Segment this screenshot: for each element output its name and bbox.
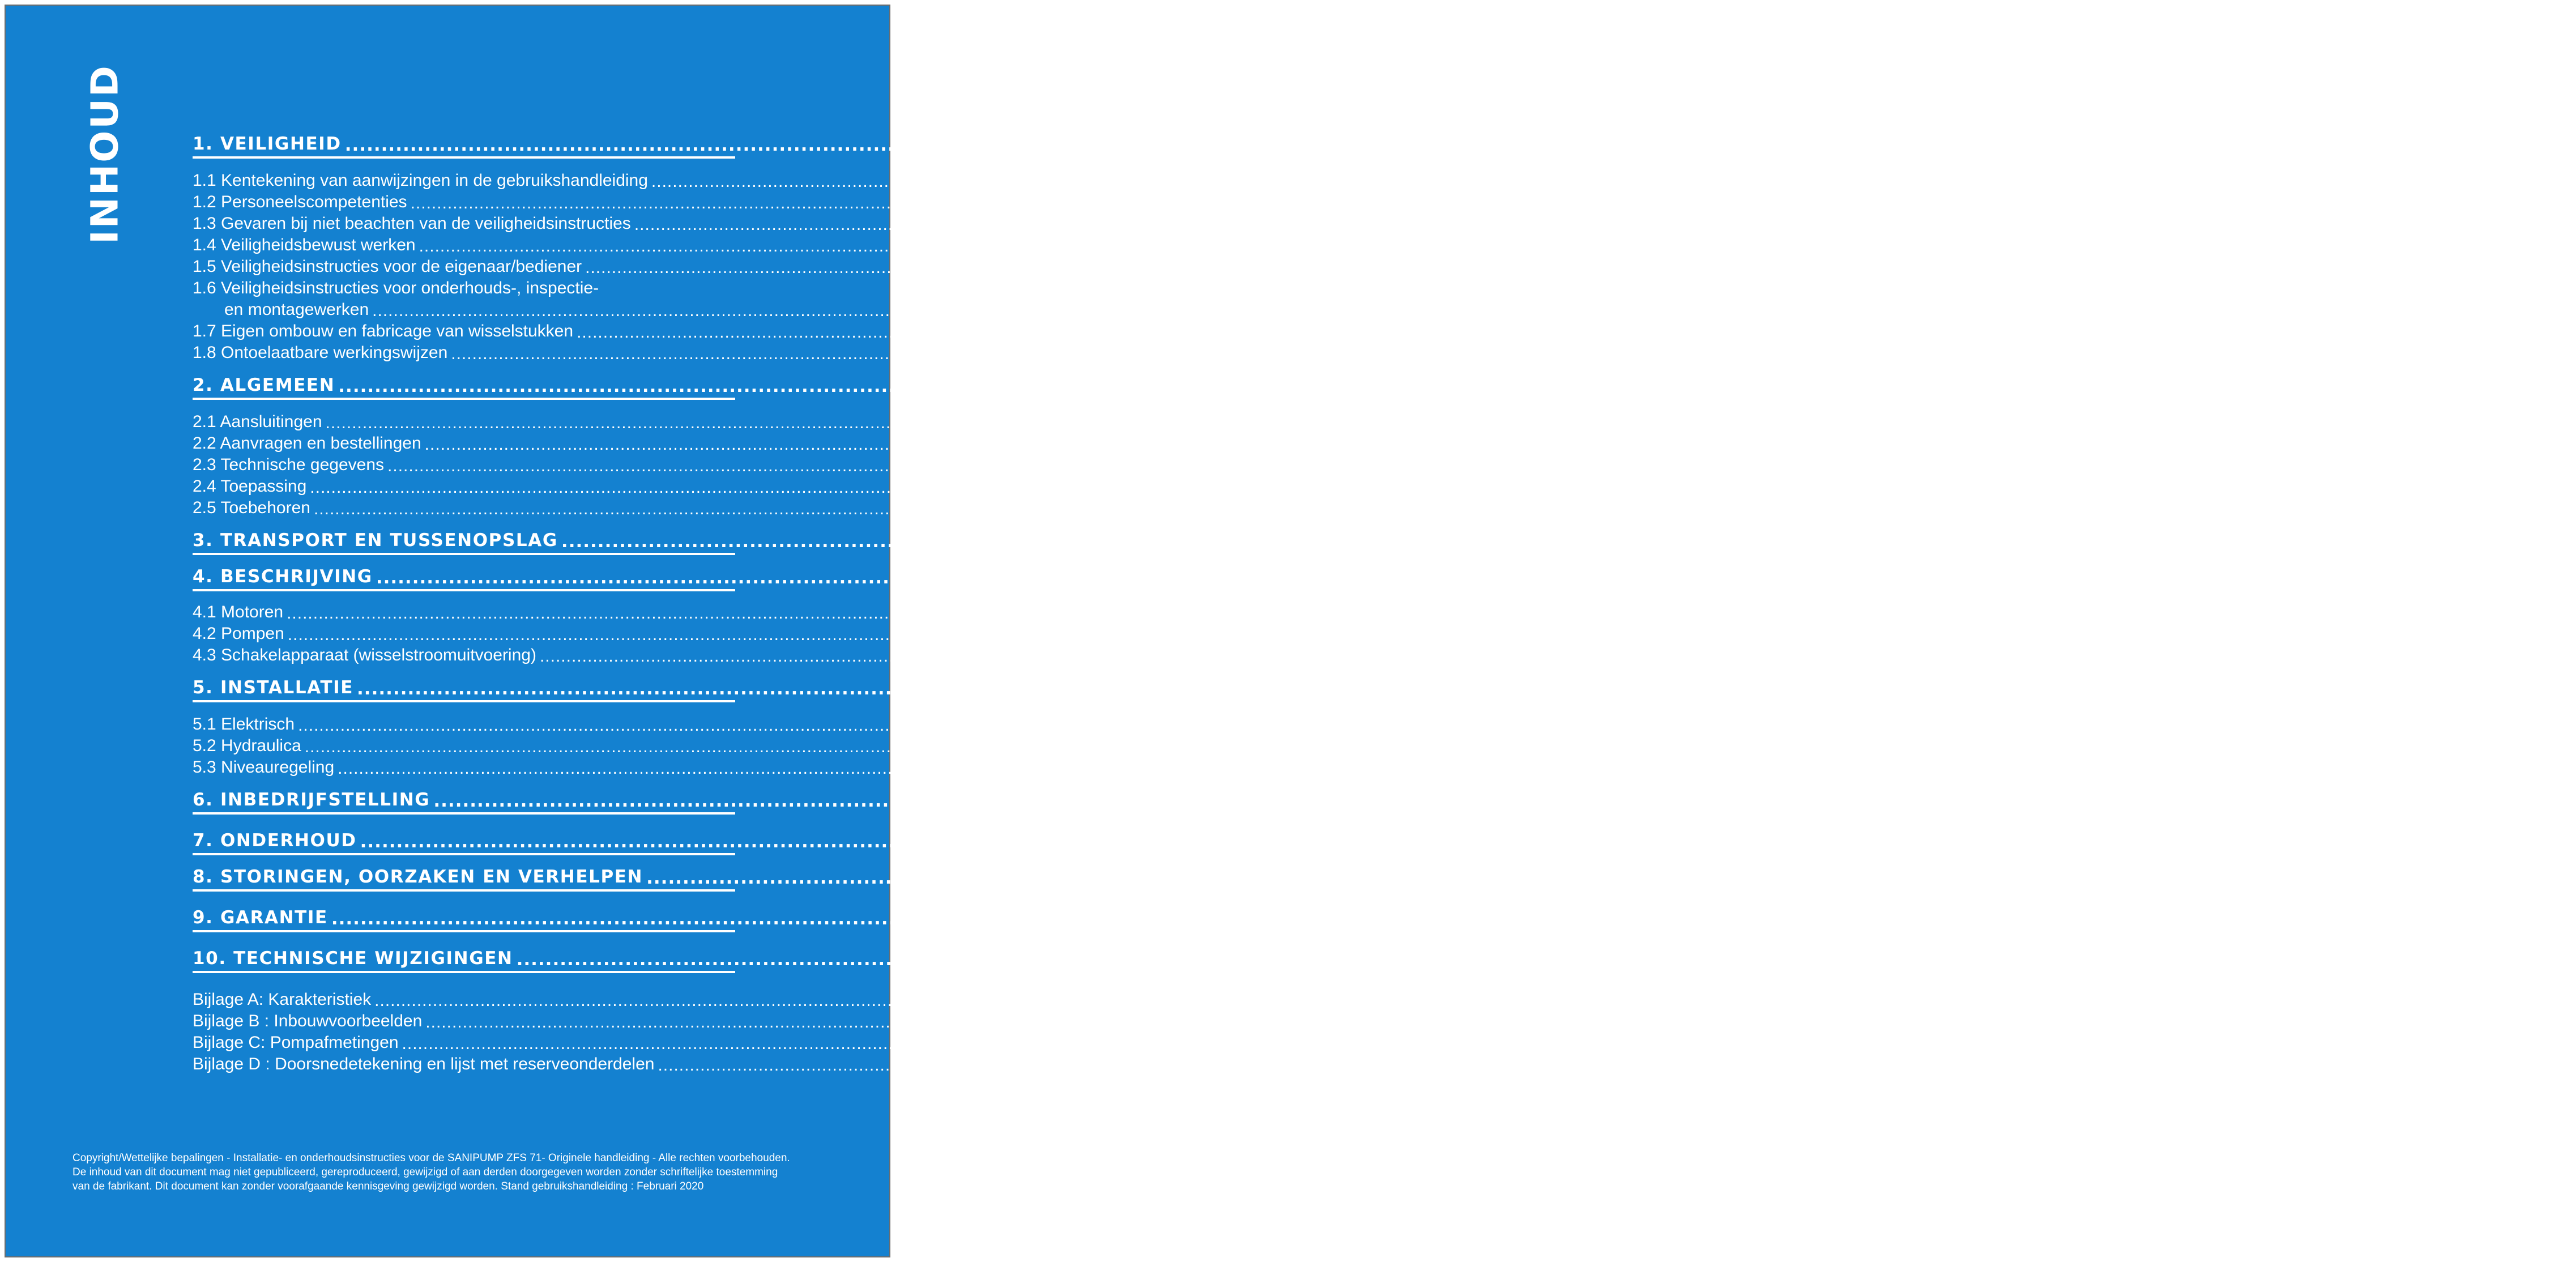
toc-entry — [193, 319, 1986, 342]
toc-entry-title: 4.2 Pompen — [193, 624, 284, 643]
page-number: p 68 — [2239, 677, 2287, 698]
toc-section-title: 7. ONDERHOUD — [193, 830, 357, 851]
page-number: p 65 — [1701, 412, 1734, 431]
toc-section-title: 1. VEILIGHEID — [193, 134, 342, 154]
toc-entry-title: 2.1 Aansluitingen — [193, 412, 322, 431]
page-number: p 63 — [2027, 171, 2061, 190]
footer-line: De inhoud van dit document mag niet gepubliceerd, gereproduceerd, gewijzigd of aan derden doorgegeven worden zonder schriftelijke toestemming — [72, 1166, 778, 1178]
toc-section — [193, 790, 2363, 815]
dot-leader: .................................................................................................................................................................................................................................................................... — [313, 500, 1689, 518]
toc-entry-title: 5.3 Niveauregeling — [193, 758, 335, 777]
dot-leader: .................................................................................................................................................................................................................................................................... — [658, 1056, 2033, 1075]
toc-entry — [193, 756, 1747, 778]
page-number: p 68 — [1674, 715, 1707, 734]
toc-section — [193, 677, 2287, 702]
toc-entry-title: 1.8 Ontoelaatbare werkingswijzen — [193, 343, 448, 362]
toc-entry — [193, 734, 1714, 756]
page-number: p 67 — [1663, 624, 1697, 643]
toc-entry — [193, 212, 2044, 234]
toc-entry — [193, 276, 735, 298]
toc-section — [193, 530, 2491, 555]
toc-section-title: 9. GARANTIE — [193, 907, 328, 928]
page-number: p 65 — [2221, 375, 2268, 395]
toc-entry — [193, 1009, 1835, 1031]
toc-entry — [193, 622, 1697, 644]
toc-entry — [193, 190, 1820, 212]
dot-leader: .................................................................................................................................................................................................................................................................... — [634, 215, 2009, 234]
toc-entry-title: 2.4 Toepassing — [193, 477, 307, 496]
toc-entry-title: 2.3 Technische gegevens — [193, 455, 385, 474]
page-number: p 67 — [2258, 566, 2306, 587]
dot-leader: .................................................................................................................................................................................................................................................................... — [287, 625, 1662, 644]
toc-entry — [193, 713, 1707, 735]
toc-entry-title: 1.6 Veiligheidsinstructies voor onderhouds-, inspectie- — [193, 279, 599, 297]
dot-leader: .................................................................................................................................................................................................................................................................... — [651, 172, 2027, 191]
toc-section-title: 6. INBEDRIJFSTELLING — [193, 790, 430, 810]
dot-leader: .................................................................................................................................................................................................................................................................... — [331, 909, 2213, 929]
toc-entry — [193, 169, 2061, 191]
page-number: p 72 — [2214, 907, 2261, 928]
dot-leader: .................................................................................................................................................................................................................................................................... — [376, 568, 2258, 588]
dot-leader: .................................................................................................................................................................................................................................................................... — [433, 791, 2315, 811]
toc-entry-title: Bijlage D : Doorsnedetekening en lijst met reserveonderdelen — [193, 1055, 655, 1073]
page-number: p 71 — [2316, 790, 2363, 810]
toc-entry — [193, 600, 1696, 623]
dot-leader: .................................................................................................................................................................................................................................................................... — [374, 991, 1750, 1010]
page-number: p 66 — [1686, 477, 1719, 496]
toc-entry-title: 5.2 Hydraulica — [193, 736, 301, 755]
toc-entry — [193, 988, 1784, 1010]
dot-leader: .................................................................................................................................................................................................................................................................... — [402, 1034, 1777, 1053]
toc-entry-title: Bijlage A: Karakteristiek — [193, 990, 372, 1009]
dot-leader: .................................................................................................................................................................................................................................................................... — [360, 832, 2242, 852]
page-number: p 72 — [2399, 948, 2446, 969]
dot-leader: .................................................................................................................................................................................................................................................................... — [561, 531, 2443, 552]
page-number: p 63 — [2227, 134, 2275, 154]
page-number: p 73 — [1801, 1012, 1835, 1030]
page-number: p 67 — [2443, 530, 2491, 551]
page-number: p 71 — [1713, 758, 1747, 777]
toc-entry-title: 1.5 Veiligheidsinstructies voor de eigenaar/bediener — [193, 257, 582, 276]
toc-entry — [193, 341, 1860, 363]
toc-entry — [193, 410, 1734, 432]
page-number: p 64 — [1748, 300, 1781, 319]
dot-leader: .................................................................................................................................................................................................................................................................... — [646, 868, 2528, 888]
toc-entry — [193, 453, 1797, 475]
page-number: p 67 — [1916, 646, 1949, 664]
toc-entry — [193, 643, 1949, 666]
toc-entry-title: 2.5 Toebehoren — [193, 498, 310, 517]
page-number: p 67 — [1662, 603, 1696, 621]
toc-section — [193, 830, 2290, 855]
table-of-contents — [193, 134, 2576, 1075]
toc-entry-title: 4.3 Schakelapparaat (wisselstroomuitvoering) — [193, 646, 536, 664]
page-number: p 64 — [2010, 214, 2044, 233]
toc-section — [193, 948, 2446, 973]
dot-leader: .................................................................................................................................................................................................................................................................... — [424, 435, 1799, 454]
toc-entry-title: 4.1 Motoren — [193, 603, 284, 621]
page-number: p 71 — [2528, 867, 2576, 887]
dot-leader: .................................................................................................................................................................................................................................................................... — [304, 737, 1679, 756]
dot-leader: .................................................................................................................................................................................................................................................................... — [310, 478, 1685, 497]
toc-entry — [193, 496, 1723, 518]
page-number: p 70 — [1680, 736, 1714, 755]
toc-entry-title: 1.7 Eigen ombouw en fabricage van wisselstukken — [193, 322, 574, 340]
page-title: INHOUD — [83, 64, 127, 244]
footer-line: van de fabrikant. Dit document kan zonder voorafgaande kennisgeving gewijzigd worden. Stand gebruikshandleiding : Februari 2020 — [72, 1180, 704, 1192]
page-number: p 64 — [1786, 193, 1820, 211]
toc-entry — [193, 233, 1828, 255]
dot-leader: .................................................................................................................................................................................................................................................................... — [516, 949, 2398, 970]
page-number: p 75 — [2033, 1055, 2067, 1073]
toc-section-title: 3. TRANSPORT EN TUSSENOPSLAG — [193, 530, 558, 551]
dot-leader: .................................................................................................................................................................................................................................................................... — [585, 258, 1960, 277]
page-number: p 65 — [1827, 343, 1860, 362]
toc-section — [193, 134, 2275, 159]
toc-entry-title: 2.2 Aanvragen en bestellingen — [193, 434, 421, 453]
toc-entry-title: 1.1 Kentekening van aanwijzingen in de gebruikshandleiding — [193, 171, 648, 190]
dot-leader: .................................................................................................................................................................................................................................................................... — [577, 323, 1952, 342]
dot-leader: .................................................................................................................................................................................................................................................................... — [425, 1013, 1801, 1031]
toc-section-title: 2. ALGEMEEN — [193, 375, 335, 395]
dot-leader: .................................................................................................................................................................................................................................................................... — [387, 457, 1763, 475]
dot-leader: .................................................................................................................................................................................................................................................................... — [451, 344, 1826, 363]
dot-leader: .................................................................................................................................................................................................................................................................... — [298, 716, 1673, 735]
toc-section-title: 4. BESCHRIJVING — [193, 566, 373, 587]
toc-entry-title: Bijlage B : Inbouwvoorbeelden — [193, 1012, 423, 1030]
toc-entry-title: 1.2 Personeelscompetenties — [193, 193, 407, 211]
footer-line: Copyright/Wettelijke bepalingen - Installatie- en onderhoudsinstructies voor de SANIPUMP ZFS 71- Originele handleiding - Alle rechten voorbehouden. — [72, 1152, 790, 1164]
toc-entry-title: en montagewerken — [224, 300, 369, 319]
toc-entry-title: Bijlage C: Pompafmetingen — [193, 1033, 399, 1052]
toc-entry-title: 5.1 Elektrisch — [193, 715, 295, 734]
toc-entry — [193, 255, 1994, 277]
dot-leader: .................................................................................................................................................................................................................................................................... — [357, 679, 2238, 699]
dot-leader: .................................................................................................................................................................................................................................................................... — [344, 135, 2227, 155]
page-number: p 67 — [1690, 498, 1723, 517]
toc-entry — [193, 1052, 2067, 1075]
page-number: p 74 — [1777, 1033, 1811, 1052]
dot-leader: .................................................................................................................................................................................................................................................................... — [325, 413, 1700, 432]
toc-section — [193, 375, 2268, 400]
dot-leader: .................................................................................................................................................................................................................................................................... — [410, 194, 1785, 212]
page-number: p 64 — [1961, 257, 1994, 276]
toc-entry-title: 1.4 Veiligheidsbewust werken — [193, 236, 416, 254]
dot-leader: .................................................................................................................................................................................................................................................................... — [372, 301, 1747, 320]
toc-section-title: 5. INSTALLATIE — [193, 677, 354, 698]
page-number: p 66 — [1763, 455, 1797, 474]
page-number: p 65 — [1952, 322, 1986, 340]
page-number: p 66 — [1800, 434, 1834, 453]
page-number: p 71 — [2242, 830, 2290, 851]
toc-section — [193, 566, 2306, 591]
toc-section — [193, 907, 2261, 932]
dot-leader: .................................................................................................................................................................................................................................................................... — [338, 759, 1713, 778]
dot-leader: .................................................................................................................................................................................................................................................................... — [419, 237, 1794, 255]
toc-section — [193, 867, 2576, 892]
toc-entry-title: 1.3 Gevaren bij niet beachten van de veiligheidsinstructies — [193, 214, 631, 233]
toc-section-title: 10. TECHNISCHE WIJZIGINGEN — [193, 948, 513, 969]
dot-leader: .................................................................................................................................................................................................................................................................... — [539, 647, 1915, 666]
page-number: p 73 — [1750, 990, 1784, 1009]
toc-section-title: 8. STORINGEN, OORZAKEN EN VERHELPEN — [193, 867, 643, 887]
dot-leader: .................................................................................................................................................................................................................................................................... — [287, 604, 1662, 623]
toc-entry — [193, 1031, 1811, 1053]
toc-entry — [193, 298, 1781, 320]
page — [6, 6, 2576, 1256]
dot-leader: .................................................................................................................................................................................................................................................................... — [338, 376, 2220, 396]
toc-entry — [193, 432, 1834, 454]
page-number: p 64 — [1794, 236, 1828, 254]
toc-entry — [193, 475, 1719, 497]
copyright-footer — [72, 1151, 790, 1193]
